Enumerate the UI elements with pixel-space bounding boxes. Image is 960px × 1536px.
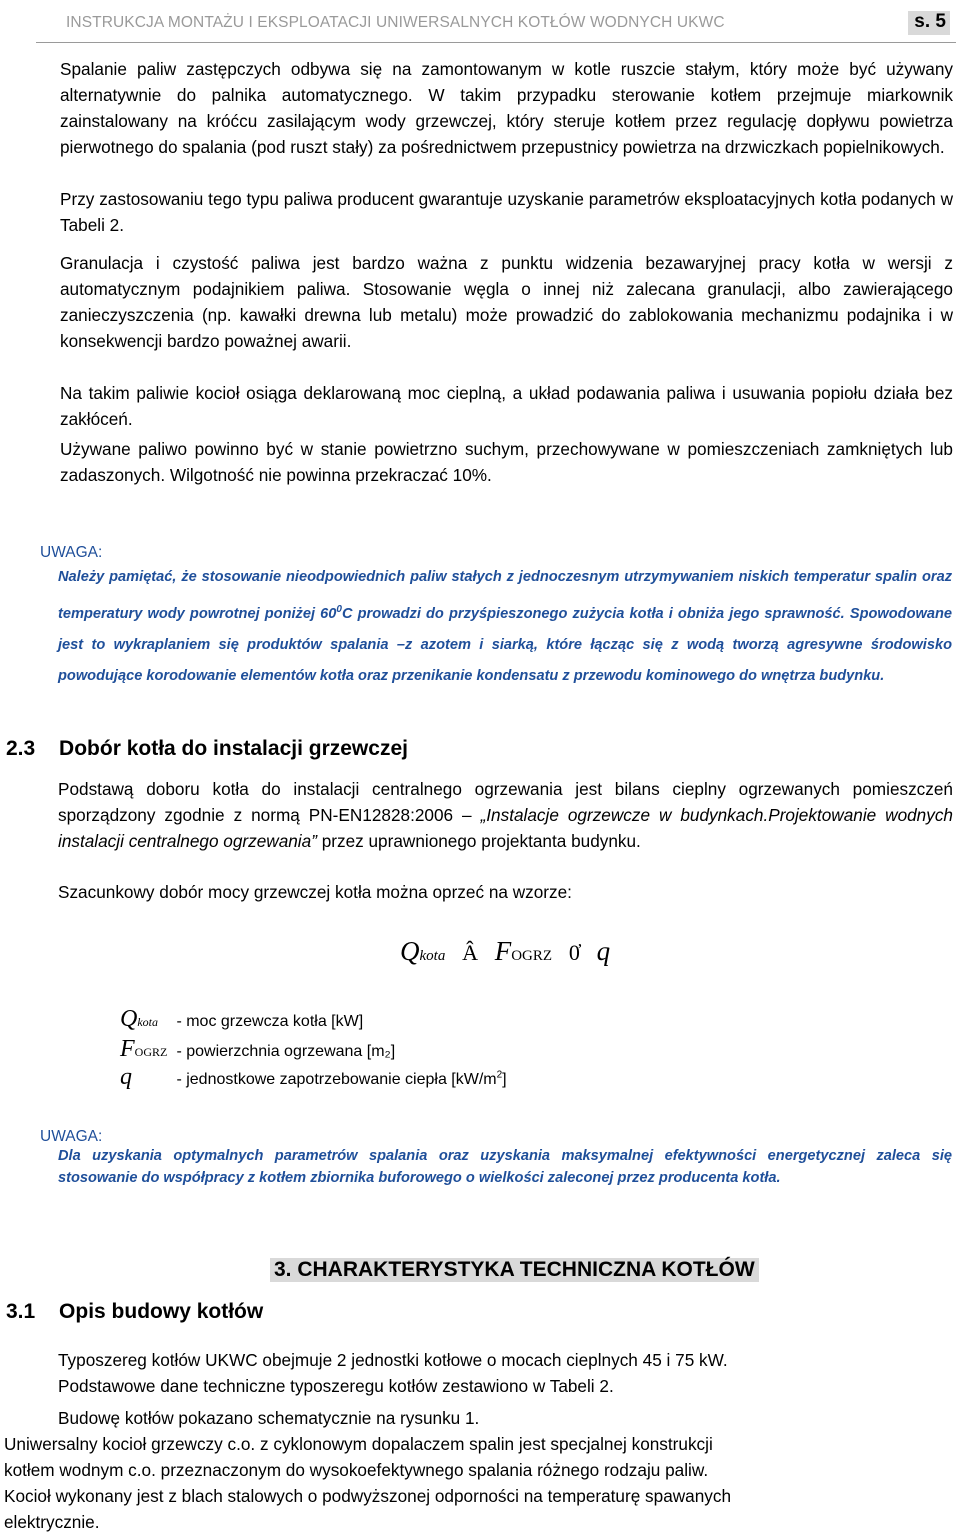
paragraph-formula-intro: Szacunkowy dobór mocy grzewczej kotła można oprzeć na wzorze: [58, 882, 572, 902]
text-line: Typoszereg kotłów UKWC obejmuje 2 jednostki kotłowe o mocach cieplnych 45 i 75 kW. [58, 1350, 728, 1370]
header-title: INSTRUKCJA MONTAŻU I EKSPLOATACJI UNIWERSALNYCH KOTŁÓW WODNYCH UKWC [66, 14, 725, 31]
text-line: elektrycznie. [4, 1512, 100, 1532]
page-number: s. 5 [908, 11, 950, 35]
page-header [36, 4, 956, 43]
paragraph-boiler-selection: Podstawą doboru kotła do instalacji centralnego ogrzewania jest bilans cieplny ogrzewanych pomieszczeń sporządzony zgodnie z normą PN-EN12828:2006 – „Instalacje ogrzewcze w budynkach.Projektowanie wodnych instalacji centralnego ogrzewania” przez uprawnionego projektanta budynku. [58, 779, 953, 851]
warning-label-2: UWAGA: [40, 1128, 103, 1145]
text-line: Budowę kotłów pokazano schematycznie na rysunku 1. [58, 1408, 480, 1428]
paragraph-fuel-storage: Używane paliwo powinno być w stanie powietrzno suchym, przechowywane w pomieszczeniach zamkniętych lub zadaszonych. Wilgotność nie powinna przekraczać 10%. [60, 439, 953, 485]
paragraph-granulation: Granulacja i czystość paliwa jest bardzo ważna z punktu widzenia bezawaryjnej pracy kotła w wersji z automatycznym podajnikiem paliwa. Stosowanie węgla o innej niż zalecana granulacji, albo zawierającego zanieczyszczenia (np. kawałki drewna lub metalu) może prowadzić do zablokowania mechanizmu podajnika i w konsekwencji bardzo poważnej awarii. [60, 253, 953, 351]
power-formula: Qkota Â FOGRZ 0̓ q [400, 936, 611, 966]
warning-text-corrosion: Należy pamiętać, że stosowanie nieodpowiednich paliw stałych z jednoczesnym utrzymywaniem niskich temperatur spalin oraz temperatury wody powrotnej poniżej $60^0C$ prowadzi do przyśpieszonego zużycia kotła i obniża jego sprawność. Spowodowane jest to wykraplaniem się produktów spalania –z azotem i siarką, które łącząc się z wodą tworzą agresywne środowisko powodujące korodowanie elementów kotła oraz przenikanie kondensatu z przewodu kominowego do wnętrza budynku. [58, 569, 952, 685]
variable-q: q - jednostkowe zapotrzebowanie ciepła $[kW/m^2]$ [120, 1064, 507, 1090]
text-line: Uniwersalny kocioł grzewczy c.o. z cyklonowym dopalaczem spalin jest specjalnej konstrukcji [4, 1434, 713, 1454]
variable-q-kotla: Qkota - moc grzewcza kotła [kW] [120, 1006, 364, 1032]
section-3-heading: 3. CHARAKTERYSTYKA TECHNICZNA KOTŁÓW [270, 1258, 759, 1282]
paragraph-guarantee: Przy zastosowaniu tego typu paliwa producent gwarantuje uzyskanie parametrów eksploatacyjnych kotła podanych w Tabeli 2. [60, 189, 953, 235]
section-title: Dobór kotła do instalacji grzewczej [59, 737, 408, 760]
paragraph-substitute-fuels: Spalanie paliw zastępczych odbywa się na zamontowanym w kotle ruszcie stałym, który może być używany alternatywnie do palnika automatycznego. W takim przypadku sterowanie kotłem przejmuje miarkownik zainstalowany na króćcu zasilającym wody grzewczej, który steruje kotłem przez regulację dopływu powietrza pierwotnego do spalania (pod ruszt stały) za pośrednictwem przepustnicy powietrza na drzwiczkach popielnikowych. [60, 59, 953, 157]
warning-text-buffer: Dla uzyskania optymalnych parametrów spalania oraz uzyskania maksymalnej efektywności energetycznej zaleca się stosowanie do współpracy z kotłem zbiornika buforowego o wielkości zaleconej przez producenta kotła. [58, 1148, 952, 1186]
section-31-heading: 3.1 Opis budowy kotłów [6, 1300, 264, 1323]
section-number: 2.3 Dobór kotła do instalacji grzewczej [6, 737, 408, 760]
text-line: Kocioł wykonany jest z blach stalowych o podwyższonej odporności na temperaturę spawanych [4, 1486, 732, 1506]
variable-f-ogrz: FOGRZ - powierzchnia ogrzewana [m₂] [120, 1036, 396, 1062]
text-line: kotłem wodnym c.o. przeznaczonym do wysokoefektywnego spalania różnego rodzaju paliw. [4, 1460, 709, 1480]
text-line: Podstawowe dane techniczne typoszeregu kotłów zestawiono w Tabeli 2. [58, 1376, 614, 1396]
warning-label: UWAGA: [40, 544, 103, 561]
paragraph-declared-power: Na takim paliwie kocioł osiąga deklarowaną moc cieplną, a układ podawania paliwa i usuwania popiołu działa bez zakłóceń. [60, 383, 953, 429]
